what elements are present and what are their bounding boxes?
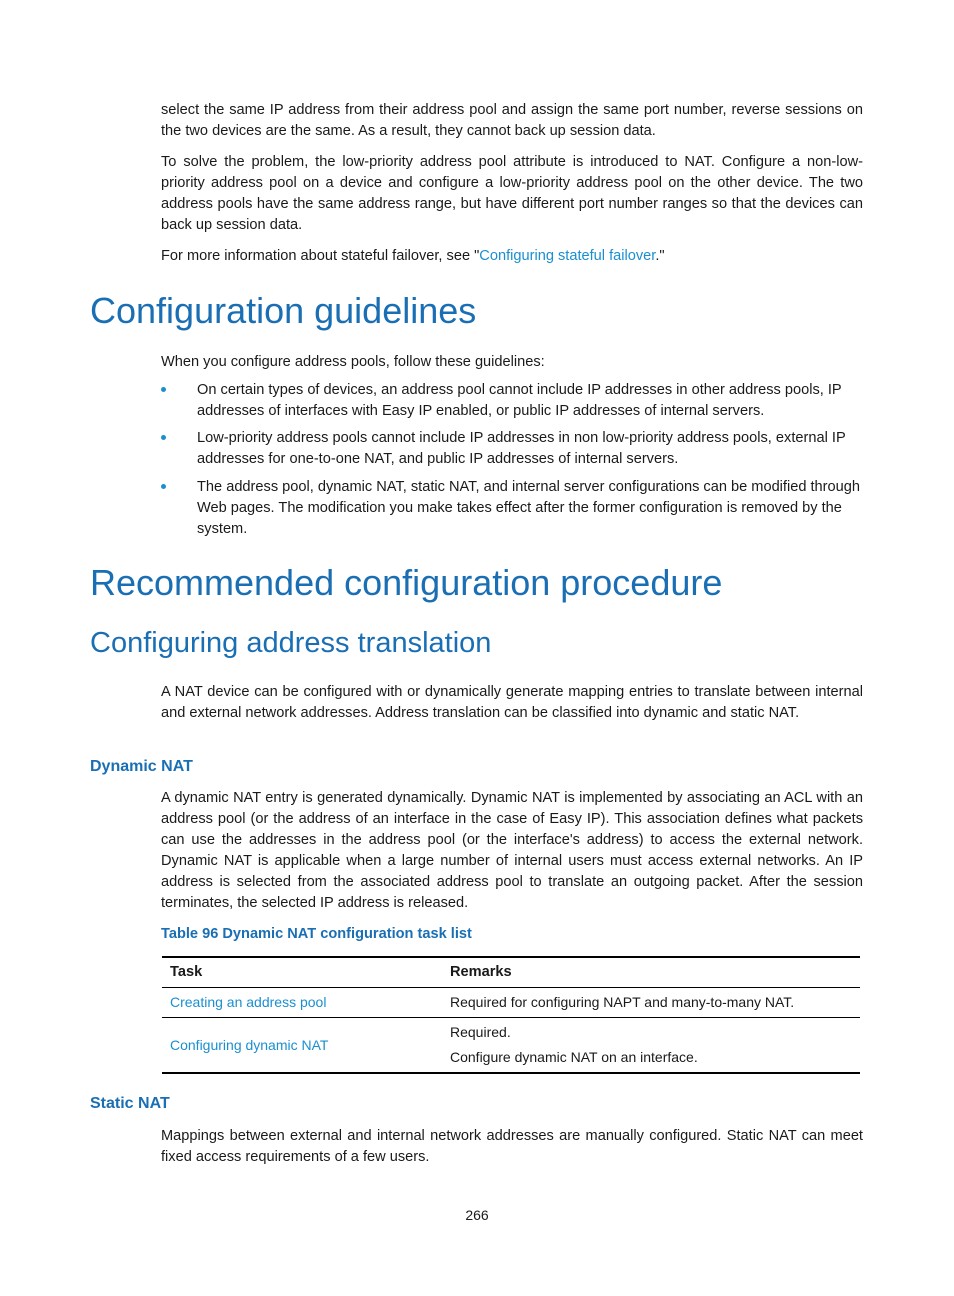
intro-paragraph-1: select the same IP address from their address pool and assign the same port number, reverse sessions on the two devices are the same. As a result, they cannot back up session data. bbox=[161, 102, 863, 139]
page-number: 266 bbox=[465, 1207, 489, 1223]
remark-line: Required. bbox=[450, 1023, 511, 1040]
heading-configuring-address-translation: Configuring address translation bbox=[90, 627, 492, 659]
bullet-icon bbox=[161, 387, 166, 392]
dynamic-nat-task-table bbox=[162, 956, 860, 1074]
intro-paragraph-2: To solve the problem, the low-priority address pool attribute is introduced to NAT. Configure a non-low-priority address pool on a device and configure a low-priority address pool on the other device. The two address pools have the same address range, but have different port number ranges so that the devices can back up session data. bbox=[161, 154, 863, 233]
heading-dynamic-nat: Dynamic NAT bbox=[90, 758, 193, 775]
table-row bbox=[162, 987, 860, 1017]
guideline-item-text: On certain types of devices, an address pool cannot include IP addresses in other address pools, IP addresses of interfaces with Easy IP enabled, or public IP addresses of internal servers. bbox=[197, 382, 842, 419]
heading-static-nat: Static NAT bbox=[90, 1095, 170, 1112]
stateful-failover-link[interactable]: Configuring stateful failover bbox=[479, 248, 656, 264]
column-header-task: Task bbox=[162, 957, 442, 987]
remarks-cell bbox=[442, 987, 860, 1017]
guidelines-lead: When you configure address pools, follow these guidelines: bbox=[161, 354, 545, 370]
task-link-create-address-pool[interactable]: Creating an address pool bbox=[162, 987, 442, 1017]
guideline-item-text: The address pool, dynamic NAT, static NAT, and internal server configurations can be modified through Web pages. The modification you make takes effect after the former configuration is removed by the system. bbox=[197, 479, 861, 537]
table-header-row bbox=[162, 957, 860, 987]
task-link-configure-dynamic-nat[interactable]: Configuring dynamic NAT bbox=[162, 1017, 442, 1073]
bullet-icon bbox=[161, 435, 166, 440]
intro-p3-after: ." bbox=[655, 248, 665, 264]
heading-recommended-procedure: Recommended configuration procedure bbox=[90, 562, 723, 603]
column-header-remarks: Remarks bbox=[442, 957, 860, 987]
guideline-item-text: Low-priority address pools cannot include IP addresses in non low-priority address pools, external IP addresses for one-to-one NAT, and public IP addresses of internal servers. bbox=[197, 430, 846, 467]
intro-p3-before: For more information about stateful failover, see " bbox=[161, 248, 480, 264]
intro-paragraph-3 bbox=[161, 246, 863, 267]
remark-line: Configure dynamic NAT on an interface. bbox=[450, 1048, 698, 1065]
dynamic-nat-description: A dynamic NAT entry is generated dynamically. Dynamic NAT is implemented by associating an ACL with an address pool (or the address of an interface in the case of Easy IP). This association defines what packets can use the addresses in the address pool (or the interface's address) to access the external network. Dynamic NAT is applicable when a large number of internal users must access external networks. An IP address is selected from the associated address pool to translate an outgoing packet. After the session terminates, the selected IP address is released. bbox=[161, 790, 863, 911]
table-caption: Table 96 Dynamic NAT configuration task list bbox=[161, 926, 472, 942]
table-row bbox=[162, 1017, 860, 1073]
bullet-icon bbox=[161, 484, 166, 489]
remark-line: Required for configuring NAPT and many-to-many NAT. bbox=[450, 993, 795, 1010]
static-nat-description: Mappings between external and internal network addresses are manually configured. Static NAT can meet fixed access requirements of a few users. bbox=[161, 1128, 863, 1165]
remarks-cell bbox=[442, 1017, 860, 1073]
heading-configuration-guidelines: Configuration guidelines bbox=[90, 290, 477, 331]
address-translation-intro: A NAT device can be configured with or dynamically generate mapping entries to translate between internal and external network addresses. Address translation can be classified into dynamic and static NAT. bbox=[161, 684, 863, 721]
